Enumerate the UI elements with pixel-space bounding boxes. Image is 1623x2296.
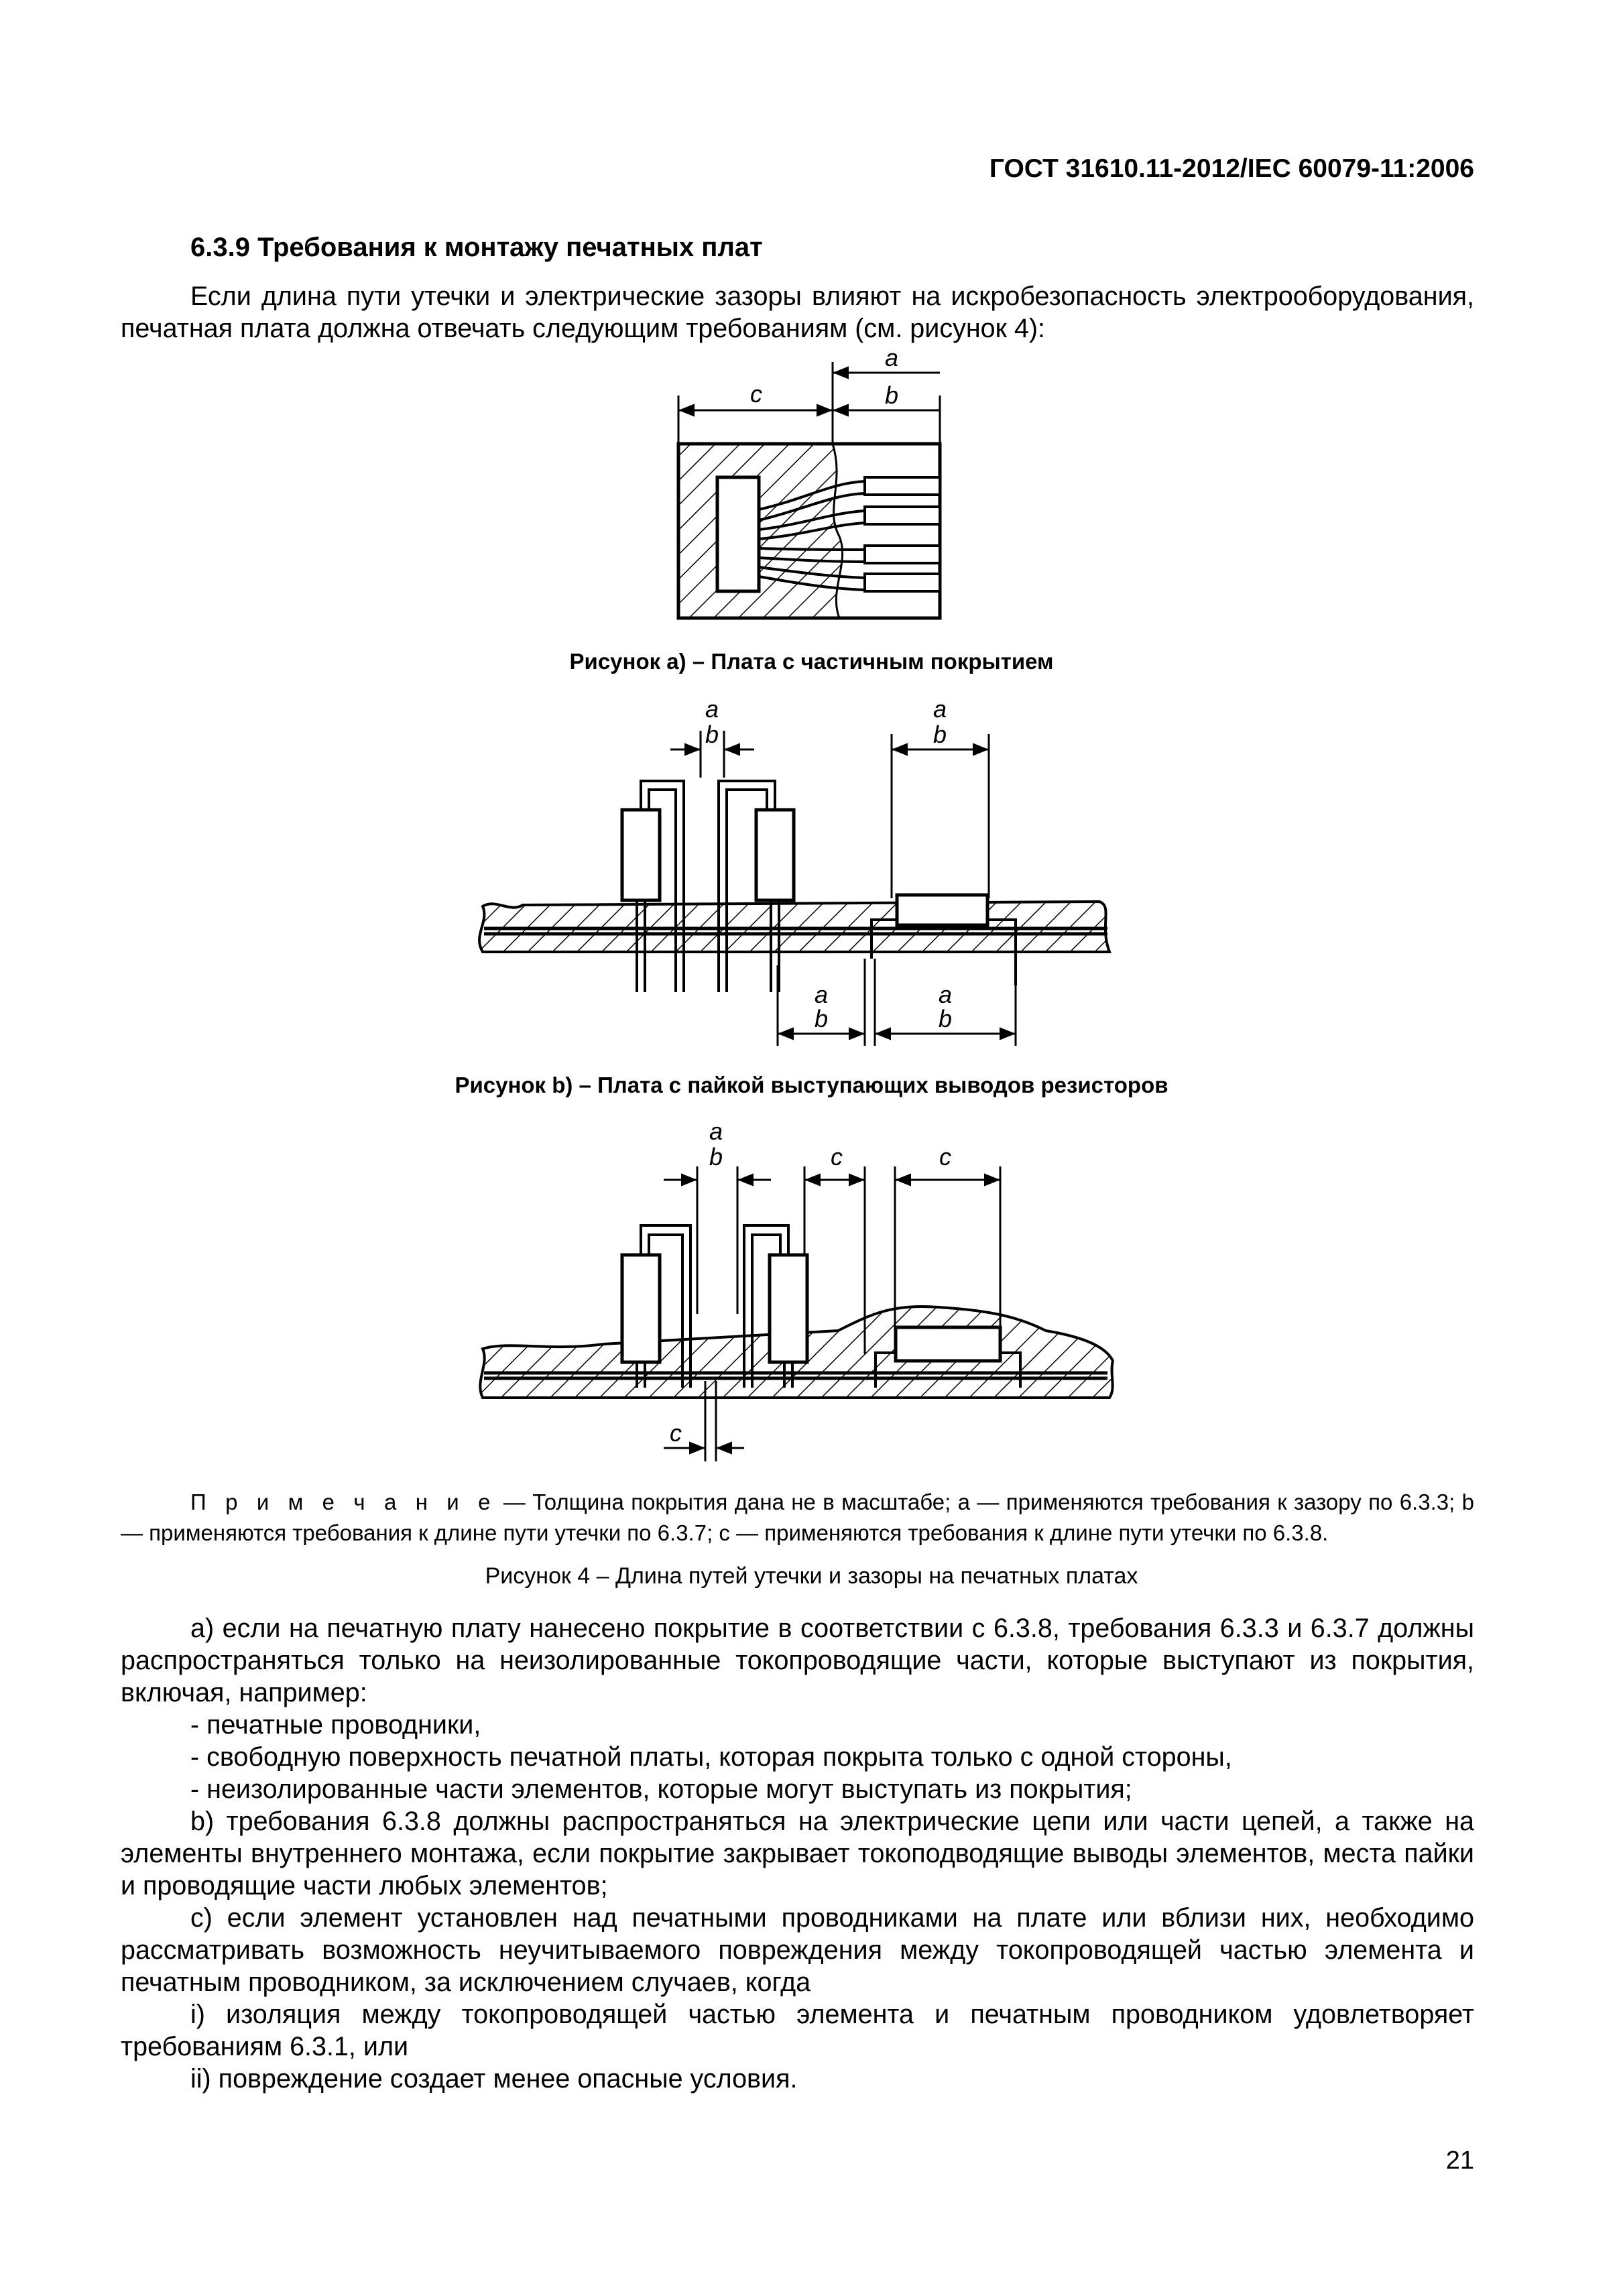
- fig-b-label-b3: b: [814, 1005, 829, 1032]
- paragraph-i: i) изоляция между токопроводящей частью элемента и печатным проводником удовлетворяет требованиям 6.3.1, или: [121, 2000, 1474, 2061]
- intro-text: Если длина пути утечки и электрические зазоры влияют на искробезопасность электрооборудования, печатная плата должна отвечать следующим требованиям (см. рисунок 4):: [121, 282, 1474, 343]
- fig-b-label-b4: b: [938, 1005, 953, 1032]
- page-number: 21: [1445, 2147, 1474, 2175]
- fig-c-label-c3: c: [670, 1419, 682, 1447]
- document-code: ГОСТ 31610.11-2012/IEC 60079-11:2006: [989, 154, 1474, 183]
- fig-a-label-b: b: [884, 381, 899, 409]
- list-item: - свободную поверхность печатной платы, которая покрыта только с одной стороны,: [190, 1742, 1232, 1772]
- fig-b-label-a4: a: [938, 981, 953, 1008]
- list-item: - неизолированные части элементов, которые могут выступать из покрытия;: [190, 1774, 1132, 1804]
- paragraph-a: а) если на печатную плату нанесено покрытие в соответствии с 6.3.8, требования 6.3.3 и 6.3.7 должны распространяться только на неизолированные токопроводящие части, которые выступают из покрытия, включая, например:: [121, 1614, 1474, 1707]
- figure-4-caption: Рисунок 4 – Длина путей утечки и зазоры на печатных платах: [485, 1563, 1138, 1589]
- figure-c-drawing: [480, 1117, 1113, 1461]
- paragraph-ii: ii) повреждение создает менее опасные условия.: [190, 2064, 798, 2094]
- fig-b-label-b1: b: [705, 721, 719, 748]
- fig-b-label-a2: a: [933, 695, 947, 723]
- fig-c-label-c2: c: [939, 1143, 951, 1170]
- figure-a-caption: Рисунок а) – Плата с частичным покрытием: [569, 649, 1054, 674]
- paragraph-c: с) если элемент установлен над печатными проводниками на плате или вблизи них, необходимо рассматривать возможность неучитываемого повреждения между токопроводящей частью элемента и печатным проводником, за исключением случаев, когда: [121, 1903, 1474, 1997]
- fig-a-label-a: a: [884, 344, 899, 371]
- fig-c-label-a: a: [709, 1117, 723, 1145]
- note-text: — Толщина покрытия дана не в масштабе; a — применяются требования к зазору по 6.3.3; b — применяются требования к длине пути утечки по 6.3.7; c — применяются требования к длине пути утечки по 6.3.8.: [121, 1490, 1474, 1545]
- fig-c-label-c1: c: [831, 1143, 843, 1170]
- paragraph-b: b) требования 6.3.8 должны распространяться на электрические цепи или части цепей, а также на элементы внутреннего монтажа, если покрытие закрывает токоподводящие выводы элементов, места пайки и проводящие части любых элементов;: [121, 1807, 1474, 1900]
- list-item: - печатные проводники,: [190, 1710, 481, 1740]
- fig-c-label-b: b: [709, 1143, 723, 1170]
- note-prefix: П р и м е ч а н и е: [190, 1490, 497, 1514]
- fig-b-label-b2: b: [933, 721, 947, 748]
- section-title: 6.3.9 Требования к монтажу печатных плат: [190, 233, 763, 262]
- fig-a-label-c: c: [750, 380, 762, 408]
- fig-b-label-a1: a: [705, 695, 719, 723]
- figure-b-caption: Рисунок b) – Плата с пайкой выступающих выводов резисторов: [455, 1073, 1168, 1097]
- figure-b-drawing: [479, 695, 1109, 1046]
- figure-note: [121, 1487, 1474, 1549]
- figure-a-drawing: [678, 344, 940, 618]
- fig-b-label-a3: a: [814, 981, 829, 1008]
